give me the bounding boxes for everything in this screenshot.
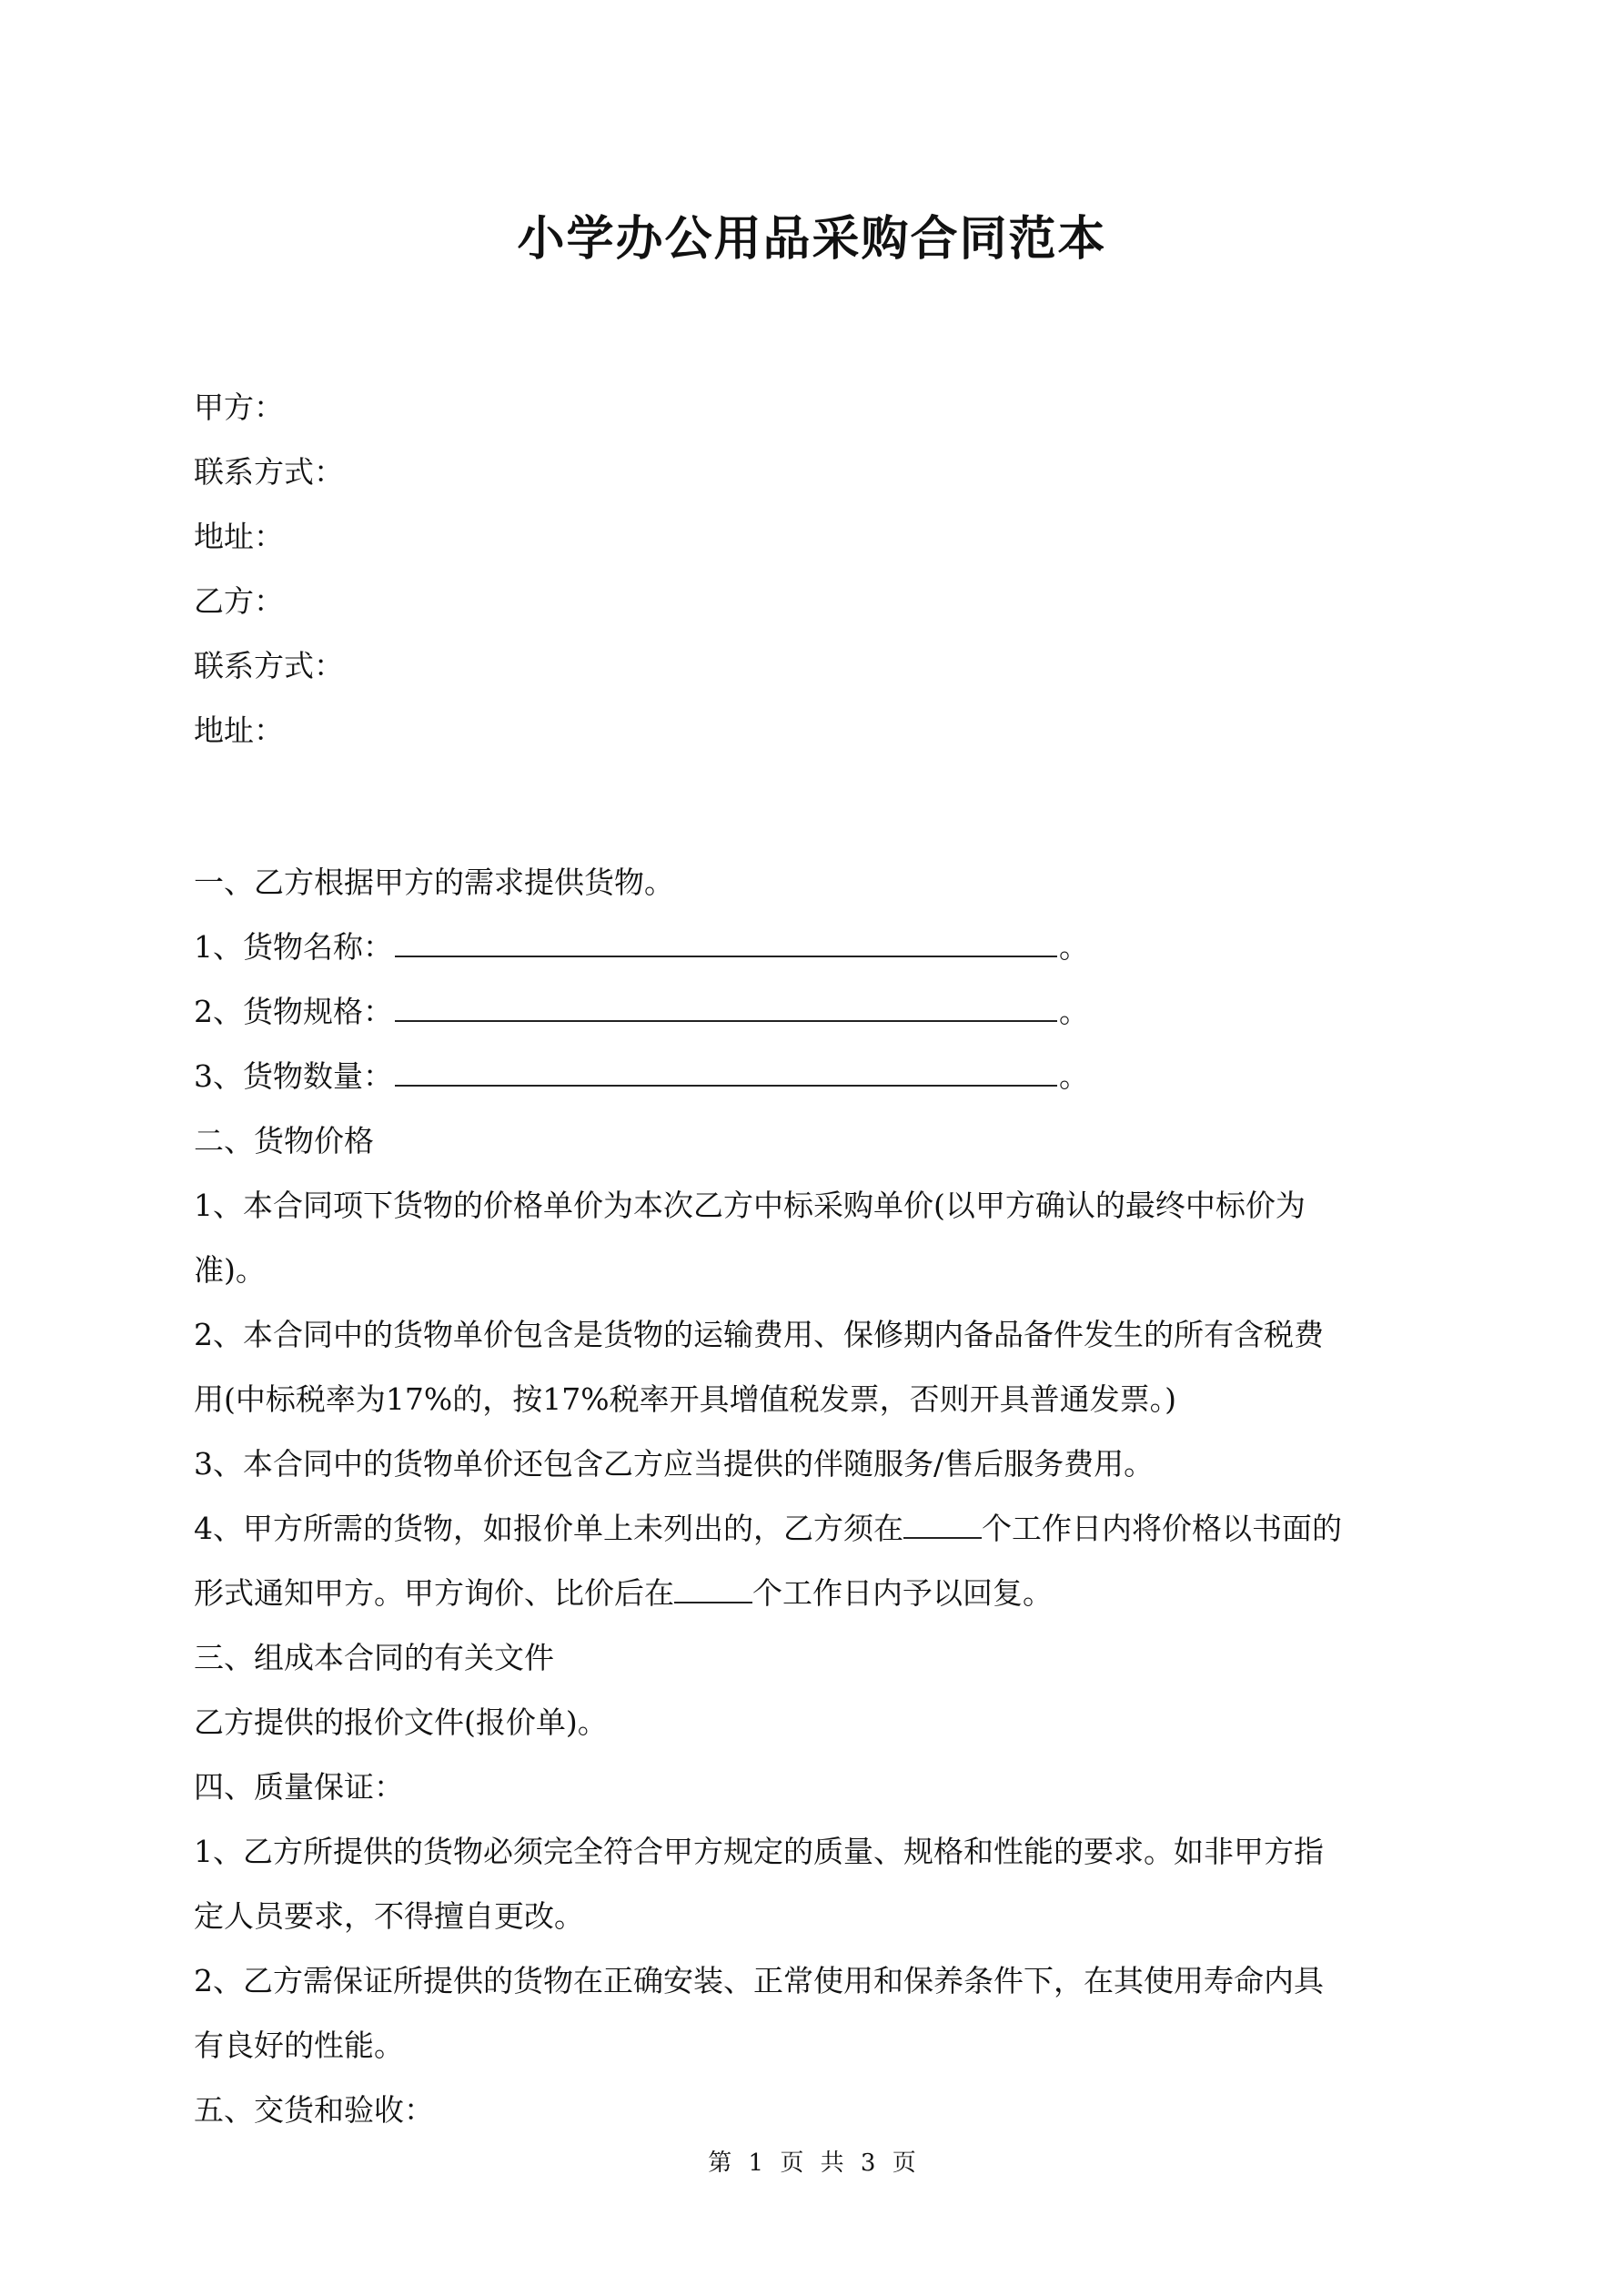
party-b-label: 乙方： <box>194 583 284 619</box>
section1-heading: 一、乙方根据甲方的需求提供货物。 <box>194 865 674 900</box>
goods-spec-end: 。 <box>1059 994 1089 1029</box>
goods-spec-label: 2、货物规格： <box>194 994 393 1029</box>
goods-name-blank[interactable] <box>395 928 1057 957</box>
section2-p1-line1: 1、本合同项下货物的价格单价为本次乙方中标采购单价(以甲方确认的最终中标价为 <box>194 1188 1306 1223</box>
section2-p2-line2: 用(中标税率为17%的，按17%税率开具增值税发票，否则开具普通发票。) <box>194 1381 1176 1417</box>
goods-name-label: 1、货物名称： <box>194 929 393 965</box>
section2-p4-line2 <box>194 1561 1442 1625</box>
section2-p4-line1 <box>194 1496 1442 1561</box>
goods-quantity-end: 。 <box>1059 1058 1089 1094</box>
section2-p4-line2-b: 个工作日内予以回复。 <box>752 1575 1053 1611</box>
section5-heading: 五、交货和验收： <box>194 2092 434 2128</box>
goods-spec-blank[interactable] <box>395 993 1057 1022</box>
section3-p1: 乙方提供的报价文件(报价单)。 <box>194 1704 608 1740</box>
page-footer: 第 1 页 共 3 页 <box>708 2149 916 2177</box>
section2-p4-line2-a: 形式通知甲方。甲方询价、比价后在 <box>194 1575 674 1611</box>
section4-p2-line1: 2、乙方需保证所提供的货物在正确安装、正常使用和保养条件下，在其使用寿命内具 <box>194 1963 1324 1998</box>
goods-quantity-line <box>194 1044 1442 1108</box>
section2-p2-line1: 2、本合同中的货物单价包含是货物的运输费用、保修期内备品备件发生的所有含税费 <box>194 1317 1324 1352</box>
goods-spec-line <box>194 979 1442 1044</box>
section2-p1-line2: 准)。 <box>194 1252 266 1288</box>
section4-p2-line2: 有良好的性能。 <box>194 2028 404 2063</box>
section4-heading: 四、质量保证： <box>194 1769 404 1805</box>
goods-quantity-blank[interactable] <box>395 1057 1057 1087</box>
party-b-contact-label: 联系方式： <box>194 648 344 683</box>
section2-heading: 二、货物价格 <box>194 1123 374 1158</box>
parties-block <box>194 375 1442 763</box>
section2-p4-line1-a: 4、甲方所需的货物，如报价单上未列出的，乙方须在 <box>194 1511 903 1546</box>
goods-name-line <box>194 915 1442 979</box>
section2-p3: 3、本合同中的货物单价还包含乙方应当提供的伴随服务/售后服务费用。 <box>194 1446 1155 1482</box>
party-a-label: 甲方： <box>194 389 284 425</box>
section2-p4-line1-b: 个工作日内将价格以书面的 <box>982 1511 1342 1546</box>
section4-p1-line1: 1、乙方所提供的货物必须完全符合甲方规定的质量、规格和性能的要求。如非甲方指 <box>194 1834 1324 1869</box>
quote-days-blank[interactable] <box>903 1510 982 1539</box>
goods-quantity-label: 3、货物数量： <box>194 1058 393 1094</box>
party-a-contact-label: 联系方式： <box>194 454 344 490</box>
party-b-address-label: 地址： <box>194 713 284 748</box>
reply-days-blank[interactable] <box>674 1574 752 1603</box>
section4-p1-line2: 定人员要求，不得擅自更改。 <box>194 1898 584 1934</box>
goods-name-end: 。 <box>1059 929 1089 965</box>
section3-heading: 三、组成本合同的有关文件 <box>194 1640 554 1675</box>
document-title: 小学办公用品采购合同范本 <box>517 211 1107 267</box>
party-a-address-label: 地址： <box>194 519 284 554</box>
contract-body <box>194 850 1442 2142</box>
